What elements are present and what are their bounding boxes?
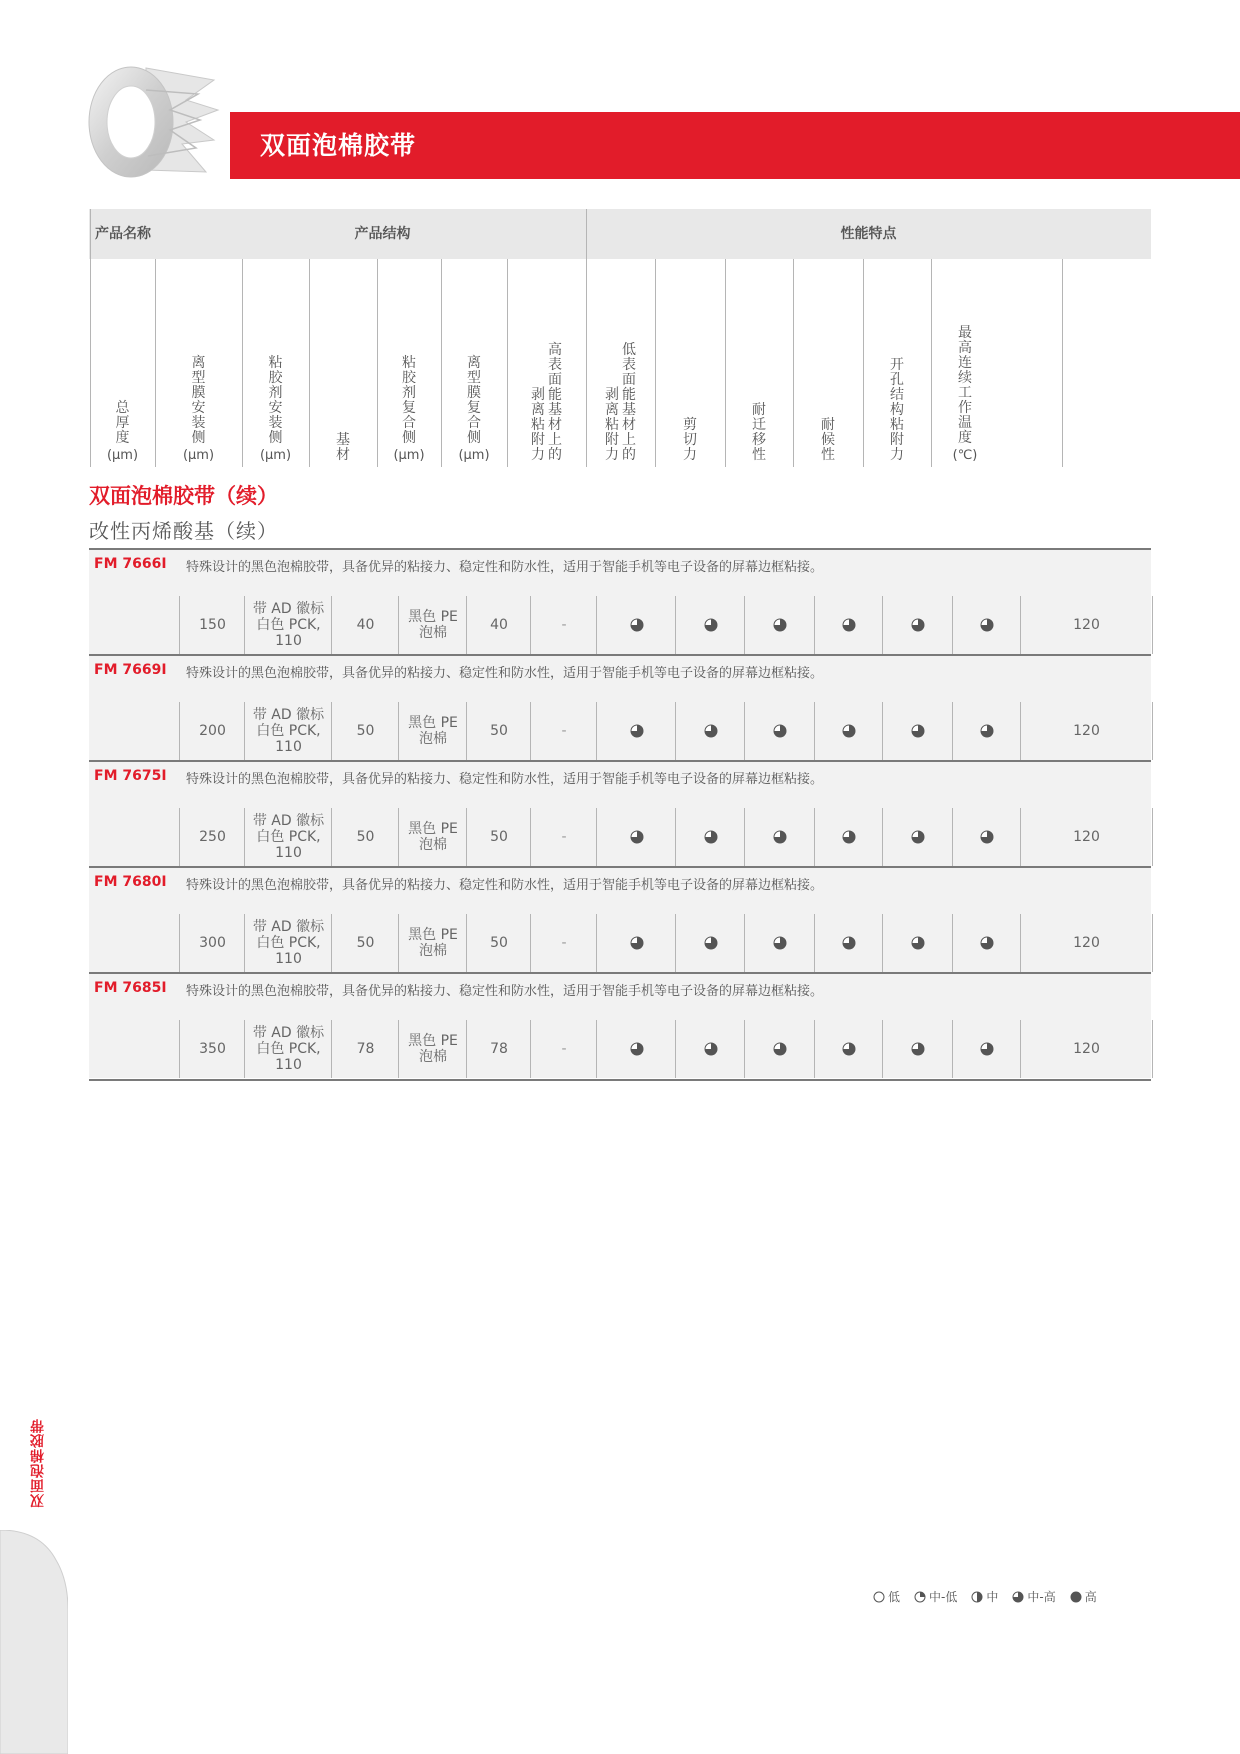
column-header-char: 合 — [401, 415, 416, 431]
rating-cell — [596, 1020, 676, 1078]
column-header-char: 工 — [958, 385, 972, 401]
column-header-unit: (μm) — [259, 448, 292, 463]
column-header-char: 的 — [622, 447, 636, 463]
max-temp-cell — [1020, 702, 1153, 760]
column-header-char: 表 — [548, 357, 562, 373]
column-header-char: 侧 — [466, 430, 481, 446]
column-header-char: 力 — [531, 447, 545, 463]
rating-cell — [882, 596, 953, 654]
total-thickness-cell — [179, 702, 245, 760]
rating-cell — [952, 1020, 1021, 1078]
cell-value: 120 — [1073, 829, 1100, 845]
column-header-char: 作 — [958, 400, 972, 416]
rating-mid-high-icon — [630, 936, 644, 950]
column-header-char: 装 — [268, 415, 283, 431]
rating-mid-high-icon — [980, 618, 994, 632]
column-header-char: 能 — [622, 387, 636, 403]
header-structure: 产品结构 — [179, 209, 586, 259]
column-header-char: 续 — [958, 370, 972, 386]
rating-mid-high-icon — [842, 936, 856, 950]
cell-value: 带 AD 徽标 白色 PCK, 110 — [252, 601, 325, 649]
column-header-char: 构 — [890, 402, 904, 418]
rating-mid-high-icon — [911, 724, 925, 738]
cell-value: 黑色 PE 泡棉 — [408, 821, 458, 853]
column-header-char: 最 — [958, 325, 972, 341]
rating-cell — [744, 1020, 815, 1078]
column-header-char: 剂 — [268, 385, 283, 401]
column-header — [441, 267, 507, 463]
product-description: 特殊设计的黑色泡棉胶带，具备优异的粘接力、稳定性和防水性，适用于智能手机等电子设备的屏幕边框粘接。 — [186, 560, 824, 575]
rating-mid-low-icon — [914, 1591, 929, 1603]
rating-cell — [952, 808, 1021, 866]
cell-value: 300 — [199, 935, 226, 951]
cell-value: 120 — [1073, 1041, 1100, 1057]
rating-cell — [882, 1020, 953, 1078]
adhesive-mount-cell — [331, 702, 399, 760]
product-row — [89, 760, 1151, 866]
product-row — [89, 654, 1151, 760]
column-header-char: 附 — [605, 432, 619, 448]
cell-value: 40 — [490, 617, 508, 633]
legend-label: 中 — [986, 1590, 999, 1604]
side-tab-shape — [0, 1530, 68, 1754]
column-header-char: 复 — [401, 400, 416, 416]
product-row — [89, 972, 1151, 1078]
tape-roll-icon — [86, 60, 221, 185]
column-header-unit: (℃) — [952, 448, 978, 463]
adhesive-laminate-cell — [466, 702, 531, 760]
section-title: 双面泡棉胶带（续） — [89, 484, 278, 508]
rating-mid-high-icon — [911, 936, 925, 950]
legend-label: 低 — [888, 1590, 901, 1604]
cell-value: - — [561, 935, 567, 951]
column-header-char: 温 — [958, 415, 972, 431]
liner-laminate-cell — [530, 808, 597, 866]
rating-cell — [744, 914, 815, 972]
cell-value: 250 — [199, 829, 226, 845]
rating-cell — [596, 808, 676, 866]
rating-mid-high-icon — [630, 618, 644, 632]
column-header-char: 粘 — [531, 417, 545, 433]
column-header-char: 型 — [466, 370, 481, 386]
product-values — [89, 596, 1151, 654]
rating-cell — [952, 596, 1021, 654]
column-header-char: 性 — [752, 447, 766, 463]
rating-mid-high-icon — [842, 1042, 856, 1056]
column-header-unit: (μm) — [182, 448, 215, 463]
column-header-char: 耐 — [821, 417, 835, 433]
cell-value: - — [561, 1041, 567, 1057]
rating-cell — [952, 702, 1021, 760]
column-header-char: 切 — [683, 432, 697, 448]
liner-laminate-cell — [530, 596, 597, 654]
column-header — [309, 267, 377, 463]
cell-value: 带 AD 徽标 白色 PCK, 110 — [252, 813, 325, 861]
rating-cell — [814, 808, 883, 866]
column-header-char: 移 — [752, 432, 766, 448]
column-header-char: 附 — [531, 432, 545, 448]
column-header-char: 装 — [191, 415, 206, 431]
column-header-char: 胶 — [268, 370, 283, 386]
liner-mount-cell — [244, 596, 332, 654]
cell-value: 带 AD 徽标 白色 PCK, 110 — [252, 1025, 325, 1073]
column-header-char: 表 — [622, 357, 636, 373]
cell-value: 带 AD 徽标 白色 PCK, 110 — [252, 919, 325, 967]
column-header — [793, 267, 863, 463]
rating-cell — [596, 596, 676, 654]
product-name: FM 7680I — [94, 874, 167, 890]
max-temp-cell — [1020, 808, 1153, 866]
product-values — [89, 914, 1151, 972]
rating-cell — [675, 808, 745, 866]
rating-cell — [744, 596, 815, 654]
column-header-char: 离 — [466, 355, 481, 371]
column-header-char: 力 — [890, 447, 904, 463]
column-header-char: 基 — [336, 432, 350, 448]
column-header-char: 剂 — [401, 385, 416, 401]
column-header-char: 粘 — [401, 355, 416, 371]
adhesive-laminate-cell — [466, 596, 531, 654]
column-header-char: 胶 — [401, 370, 416, 386]
column-header-char: 开 — [890, 357, 904, 373]
column-header — [155, 267, 242, 463]
rating-mid-high-icon — [842, 724, 856, 738]
product-row — [89, 866, 1151, 972]
rating-mid-high-icon — [842, 618, 856, 632]
column-header-char: 粘 — [890, 417, 904, 433]
column-header-char: 剥 — [531, 387, 545, 403]
column-header-char: 连 — [958, 355, 972, 371]
page-title-banner: 双面泡棉胶带 — [230, 112, 1240, 179]
rating-cell — [882, 702, 953, 760]
column-header-char: 材 — [548, 417, 562, 433]
column-header-char: 复 — [466, 400, 481, 416]
cell-value: 黑色 PE 泡棉 — [408, 927, 458, 959]
adhesive-mount-cell — [331, 914, 399, 972]
liner-laminate-cell — [530, 914, 597, 972]
rating-cell — [596, 914, 676, 972]
rating-mid-high-icon — [773, 830, 787, 844]
column-header-char: 性 — [821, 447, 835, 463]
column-header-unit: (μm) — [106, 448, 139, 463]
rating-cell — [882, 808, 953, 866]
column-header-char: 安 — [191, 400, 206, 416]
substrate-cell — [398, 1020, 467, 1078]
column-header-char: 材 — [622, 417, 636, 433]
cell-value: 50 — [490, 829, 508, 845]
substrate-cell — [398, 702, 467, 760]
rating-mid-high-icon — [704, 618, 718, 632]
cell-value: 黑色 PE 泡棉 — [408, 715, 458, 747]
side-tab-label: 双面泡棉胶带 — [30, 1418, 46, 1508]
header-divider — [1062, 259, 1063, 467]
liner-mount-cell — [244, 808, 332, 866]
legend-item — [1012, 1588, 1055, 1605]
rating-mid-high-icon — [630, 830, 644, 844]
rating-cell — [814, 702, 883, 760]
liner-mount-cell — [244, 702, 332, 760]
cell-value: 50 — [356, 935, 375, 951]
column-header-char: 力 — [683, 447, 697, 463]
column-header — [931, 267, 999, 463]
column-header-unit: (μm) — [458, 448, 490, 463]
product-name: FM 7675I — [94, 768, 167, 784]
rating-cell — [744, 808, 815, 866]
rating-mid-high-icon — [911, 1042, 925, 1056]
column-header-char: 上 — [622, 432, 636, 448]
cell-value: 50 — [490, 935, 508, 951]
rating-cell — [814, 1020, 883, 1078]
rating-mid-icon — [971, 1591, 986, 1603]
total-thickness-cell — [179, 596, 245, 654]
total-thickness-cell — [179, 808, 245, 866]
column-header-char: 孔 — [890, 372, 904, 388]
cell-value: 120 — [1073, 617, 1100, 633]
cell-value: 78 — [490, 1041, 508, 1057]
rating-mid-high-icon — [980, 936, 994, 950]
cell-value: - — [561, 723, 567, 739]
column-header-char: 面 — [622, 372, 636, 388]
rating-legend — [873, 1588, 1111, 1605]
rating-mid-high-icon — [980, 1042, 994, 1056]
rating-mid-high-icon — [773, 1042, 787, 1056]
column-header-char: 膜 — [191, 385, 206, 401]
column-header-char: 上 — [548, 432, 562, 448]
column-header-char: 离 — [605, 402, 619, 418]
substrate-cell — [398, 808, 467, 866]
product-description: 特殊设计的黑色泡棉胶带，具备优异的粘接力、稳定性和防水性，适用于智能手机等电子设备的屏幕边框粘接。 — [186, 878, 824, 893]
rating-mid-high-icon — [630, 1042, 644, 1056]
cell-value: 50 — [356, 723, 375, 739]
max-temp-cell — [1020, 1020, 1153, 1078]
max-temp-cell — [1020, 596, 1153, 654]
column-header-char: 离 — [191, 355, 206, 371]
column-header-char: 面 — [548, 372, 562, 388]
rating-cell — [596, 702, 676, 760]
adhesive-mount-cell — [331, 596, 399, 654]
rating-cell — [675, 914, 745, 972]
rating-mid-high-icon — [704, 830, 718, 844]
product-name: FM 7666I — [94, 556, 167, 572]
total-thickness-cell — [179, 1020, 245, 1078]
legend-item — [1070, 1588, 1097, 1605]
adhesive-mount-cell — [331, 808, 399, 866]
column-header-char: 耐 — [752, 402, 766, 418]
product-description: 特殊设计的黑色泡棉胶带，具备优异的粘接力、稳定性和防水性，适用于智能手机等电子设备的屏幕边框粘接。 — [186, 666, 824, 681]
rating-mid-high-icon — [842, 830, 856, 844]
column-header-char: 剪 — [683, 417, 697, 433]
liner-mount-cell — [244, 1020, 332, 1078]
cell-value: 150 — [199, 617, 226, 633]
column-header-char: 合 — [466, 415, 481, 431]
rating-mid-high-icon — [911, 618, 925, 632]
cell-value: 120 — [1073, 723, 1100, 739]
rating-cell — [744, 702, 815, 760]
column-header-char: 剥 — [605, 387, 619, 403]
column-header-char: 基 — [622, 402, 636, 418]
rating-high-icon — [1070, 1591, 1085, 1603]
column-header-char: 厚 — [115, 415, 130, 431]
column-header-char: 安 — [268, 400, 283, 416]
substrate-cell — [398, 914, 467, 972]
rating-mid-high-icon — [980, 830, 994, 844]
cell-value: - — [561, 829, 567, 845]
column-header-char: 的 — [548, 447, 562, 463]
rating-cell — [814, 596, 883, 654]
rating-mid-high-icon — [911, 830, 925, 844]
rating-mid-high-icon — [773, 724, 787, 738]
liner-mount-cell — [244, 914, 332, 972]
column-header — [507, 267, 586, 463]
product-name: FM 7669I — [94, 662, 167, 678]
column-header-char: 力 — [605, 447, 619, 463]
column-header-char: 粘 — [268, 355, 283, 371]
cell-value: 78 — [356, 1041, 375, 1057]
rating-cell — [675, 596, 745, 654]
max-temp-cell — [1020, 914, 1153, 972]
rating-cell — [675, 702, 745, 760]
column-header-char: 膜 — [466, 385, 481, 401]
table-bottom-rule — [89, 1079, 1151, 1081]
header-performance: 性能特点 — [586, 209, 1151, 259]
column-header-char: 度 — [958, 430, 972, 446]
column-header-char: 候 — [821, 432, 835, 448]
liner-laminate-cell — [530, 1020, 597, 1078]
legend-item — [971, 1588, 998, 1605]
column-header-char: 低 — [622, 342, 636, 358]
cell-value: 带 AD 徽标 白色 PCK, 110 — [252, 707, 325, 755]
product-values — [89, 808, 1151, 866]
column-header-char: 侧 — [401, 430, 416, 446]
rating-mid-high-icon — [980, 724, 994, 738]
column-header-unit: (μm) — [393, 448, 425, 463]
product-values — [89, 702, 1151, 760]
legend-item — [873, 1588, 900, 1605]
adhesive-mount-cell — [331, 1020, 399, 1078]
legend-label: 中-高 — [1027, 1590, 1056, 1604]
column-header — [655, 267, 725, 463]
column-header-char: 附 — [890, 432, 904, 448]
product-values — [89, 1020, 1151, 1078]
column-header — [863, 267, 931, 463]
cell-value: 黑色 PE 泡棉 — [408, 1033, 458, 1065]
substrate-cell — [398, 596, 467, 654]
rating-mid-high-icon — [1012, 1591, 1027, 1603]
column-header — [90, 267, 155, 463]
column-header-char: 型 — [191, 370, 206, 386]
liner-laminate-cell — [530, 702, 597, 760]
cell-value: 黑色 PE 泡棉 — [408, 609, 458, 641]
rating-mid-high-icon — [773, 618, 787, 632]
column-header-char: 高 — [548, 342, 562, 358]
adhesive-laminate-cell — [466, 1020, 531, 1078]
cell-value: 120 — [1073, 935, 1100, 951]
rating-cell — [952, 914, 1021, 972]
cell-value: 40 — [356, 617, 375, 633]
cell-value: 50 — [490, 723, 508, 739]
cell-value: 50 — [356, 829, 375, 845]
product-row — [89, 548, 1151, 654]
column-header — [725, 267, 793, 463]
column-header-char: 侧 — [191, 430, 206, 446]
rating-mid-high-icon — [704, 1042, 718, 1056]
cell-value: 350 — [199, 1041, 226, 1057]
column-header-char: 高 — [958, 340, 972, 356]
column-header-char: 离 — [531, 402, 545, 418]
column-header-char: 能 — [548, 387, 562, 403]
cell-value: - — [561, 617, 567, 633]
legend-item — [914, 1588, 957, 1605]
product-name: FM 7685I — [94, 980, 167, 996]
column-header — [377, 267, 441, 463]
adhesive-laminate-cell — [466, 914, 531, 972]
rating-mid-high-icon — [630, 724, 644, 738]
total-thickness-cell — [179, 914, 245, 972]
rating-mid-high-icon — [704, 936, 718, 950]
legend-label: 高 — [1084, 1590, 1097, 1604]
column-header-char: 基 — [548, 402, 562, 418]
column-header-char: 材 — [336, 447, 350, 463]
rating-mid-high-icon — [773, 936, 787, 950]
rating-cell — [882, 914, 953, 972]
legend-label: 中-低 — [929, 1590, 958, 1604]
table-header — [89, 209, 1151, 467]
column-header-char: 结 — [890, 387, 904, 403]
rating-cell — [814, 914, 883, 972]
column-header-char: 迁 — [752, 417, 766, 433]
product-description: 特殊设计的黑色泡棉胶带，具备优异的粘接力、稳定性和防水性，适用于智能手机等电子设备的屏幕边框粘接。 — [186, 984, 824, 999]
header-product-name: 产品名称 — [89, 209, 179, 259]
rating-low-icon — [873, 1591, 888, 1603]
column-header-char: 总 — [115, 400, 130, 416]
product-description: 特殊设计的黑色泡棉胶带，具备优异的粘接力、稳定性和防水性，适用于智能手机等电子设备的屏幕边框粘接。 — [186, 772, 824, 787]
section-subtitle: 改性丙烯酸基（续） — [89, 519, 278, 543]
column-header-char: 粘 — [605, 417, 619, 433]
rating-cell — [675, 1020, 745, 1078]
cell-value: 200 — [199, 723, 226, 739]
column-header-char: 侧 — [268, 430, 283, 446]
adhesive-laminate-cell — [466, 808, 531, 866]
column-header — [586, 267, 655, 463]
column-header-char: 度 — [115, 430, 130, 446]
rating-mid-high-icon — [704, 724, 718, 738]
column-header — [242, 267, 309, 463]
